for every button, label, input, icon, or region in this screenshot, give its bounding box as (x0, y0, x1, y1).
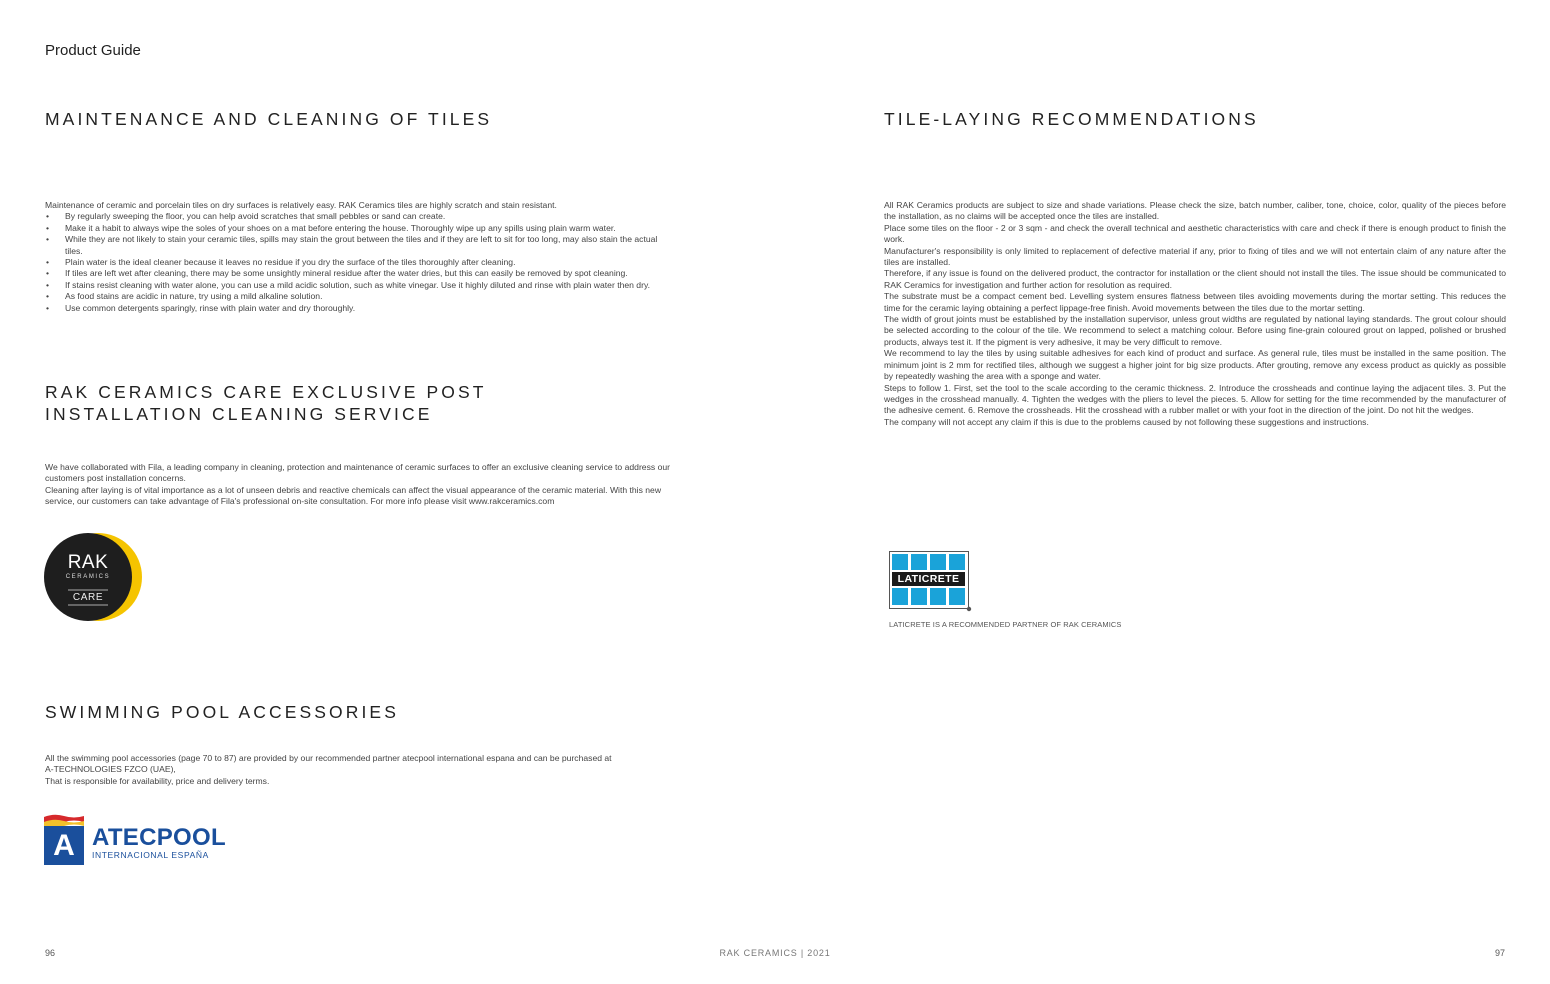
care-paragraph-2: Cleaning after laying is of vital importance as a lot of unseen debris and reactive chemicals can affect the visual appearance of the ceramic material. With this new service, our customers can take advantage of Fila's professional on-site consultation. For more info please visit www.rakceramics.com (45, 484, 662, 507)
rak-care-logo-text-ceramics: CERAMICS (65, 574, 111, 580)
tiling-paragraph: All RAK Ceramics products are subject to size and shade variations. Please check the size, batch number, caliber, tone, choice, color, quality of the pieces before the installation, as no claims will be accepted once the tiles are installed. (884, 200, 1506, 222)
list-item: • Make it a habit to always wipe the soles of your shoes on a mat before entering the house. Thoroughly wipe up any spills using plain warm water. (45, 223, 670, 234)
atecpool-logo-letter: A (53, 829, 75, 862)
maintenance-heading: MAINTENANCE AND CLEANING OF TILES (45, 109, 493, 129)
tiling-paragraph: The company will not accept any claim if this is due to the problems caused by not following these suggestions and instructions. (884, 416, 1369, 427)
tiling-paragraph: Place some tiles on the floor - 2 or 3 sqm - and check the overall technical and aesthetic characteristics with care and check if there is enough product to finish the work. (884, 222, 1506, 245)
tiling-paragraph: The substrate must be a compact cement bed. Levelling system ensures flatness between tiles avoiding movements during the mortar setting. This reduces the time for the ceramic laying obtaining a perfect lippage-free finish. Avoid movements between the tiles due to the mortar setting. (884, 291, 1506, 313)
pool-line-1: All the swimming pool accessories (page 70 to 87) are provided by our recommended partner atecpool international espana and can be purchased at (45, 753, 612, 763)
list-item: • Plain water is the ideal cleaner because it leaves no residue if you dry the surface of the tiles thoroughly after cleaning. (45, 257, 670, 268)
list-item: • Use common detergents sparingly, rinse with plain water and dry thoroughly. (45, 303, 670, 314)
care-heading-line-1: RAK CERAMICS CARE EXCLUSIVE POST (45, 382, 487, 402)
atecpool-logo-subtitle: INTERNACIONAL ESPAÑA (92, 850, 209, 860)
pool-body (45, 753, 670, 787)
list-item: • If stains resist cleaning with water alone, you can use a mild acidic solution, such as white vinegar. Use it highly diluted and rinse with plain water then dry. (45, 280, 670, 291)
laticrete-caption: LATICRETE IS A RECOMMENDED PARTNER OF RAK CERAMICS (889, 620, 1122, 629)
page-number-right: 97 (1495, 948, 1506, 958)
maintenance-intro: Maintenance of ceramic and porcelain tiles on dry surfaces is relatively easy. RAK Ceramics tiles are highly scratch and stain resistant. (45, 200, 557, 210)
list-item: • If tiles are left wet after cleaning, there may be some unsightly mineral residue after the water dries, but this can easily be removed by spot cleaning. (45, 268, 670, 279)
maintenance-bullet-list (45, 211, 670, 314)
list-item: • While they are not likely to stain your ceramic tiles, spills may stain the grout between the tiles and if they are left to sit for too long, may also stain the actual tiles. (45, 234, 670, 257)
page-number-left: 96 (45, 948, 56, 958)
atecpool-logo (44, 813, 224, 865)
rak-care-logo-text-care: CARE (72, 592, 104, 603)
maintenance-body (45, 200, 670, 314)
pool-heading: SWIMMING POOL ACCESSORIES (45, 702, 399, 722)
tiling-paragraph: The width of grout joints must be established by the installation supervisor, unless grout widths are regulated by national laying standards. The grout colour should be selected according to the colour of the tile. We recommend to select a matching colour. Before using fine-grain coloured grout on lapped, polished or brushed products, always test it. If the pigment is very adhesive, it may be very difficult to remove. (884, 314, 1506, 347)
care-heading (45, 381, 487, 425)
care-body (45, 462, 670, 508)
pool-line-3: That is responsible for availability, price and delivery terms. (45, 775, 270, 786)
footer-brand-year: RAK CERAMICS | 2021 (719, 948, 831, 958)
laticrete-logo-text: LATICRETE (897, 573, 960, 585)
tiling-paragraph: Steps to follow 1. First, set the tool to the scale according to the ceramic thickness. 2. Introduce the crossheads and continue laying the adjacent tiles. 3. Put the wedges in the crosshead manually. 4. Tighten the wedges with the pliers to level the pieces. 5. Allow for setting for the time recommended by the manufacturer of the adhesive cement. 6. Remove the crossheads. Hit the crosshead with a rubber mallet or with your foot in the direction of the joint. Do not hit the wedges. (884, 382, 1506, 416)
tiling-heading: TILE-LAYING RECOMMENDATIONS (884, 109, 1259, 129)
care-paragraph-1: We have collaborated with Fila, a leading company in cleaning, protection and maintenance of ceramic surfaces to offer an exclusive cleaning service to address our customers post installation concerns. (45, 462, 670, 484)
tiling-body (884, 200, 1506, 428)
care-heading-line-2: INSTALLATION CLEANING SERVICE (45, 404, 433, 424)
rak-care-logo (44, 533, 144, 623)
tiling-paragraph: We recommend to lay the tiles by using suitable adhesives for each kind of product and surface. As general rule, tiles must be installed in the same position. The minimum joint is 2 mm for rectified tiles, although we suggest a higher joint for big size products. After grouting, remove any excess product as quickly as possible by repeatedly washing the area with a sponge and water. (884, 348, 1506, 382)
atecpool-logo-name: ATECPOOL (92, 824, 226, 851)
list-item: • By regularly sweeping the floor, you can help avoid scratches that small pebbles or sand can create. (45, 211, 670, 222)
laticrete-logo (889, 551, 973, 613)
rak-care-logo-text-rak: RAK (67, 552, 109, 573)
tiling-paragraph: Therefore, if any issue is found on the delivered product, the contractor for installation or the client should not install the tiles. The issue should be communicated to RAK Ceramics for investigation and further action for resolution as required. (884, 268, 1506, 290)
list-item: • As food stains are acidic in nature, try using a mild alkaline solution. (45, 291, 670, 302)
page-header-title: Product Guide (45, 42, 141, 59)
tiling-paragraph: Manufacturer's responsibility is only limited to replacement of defective material if any, prior to fixing of tiles and we will not entertain claim of any nature after the tiles are installed. (884, 245, 1506, 268)
pool-line-2: A-TECHNOLOGIES FZCO (UAE), (45, 764, 176, 775)
